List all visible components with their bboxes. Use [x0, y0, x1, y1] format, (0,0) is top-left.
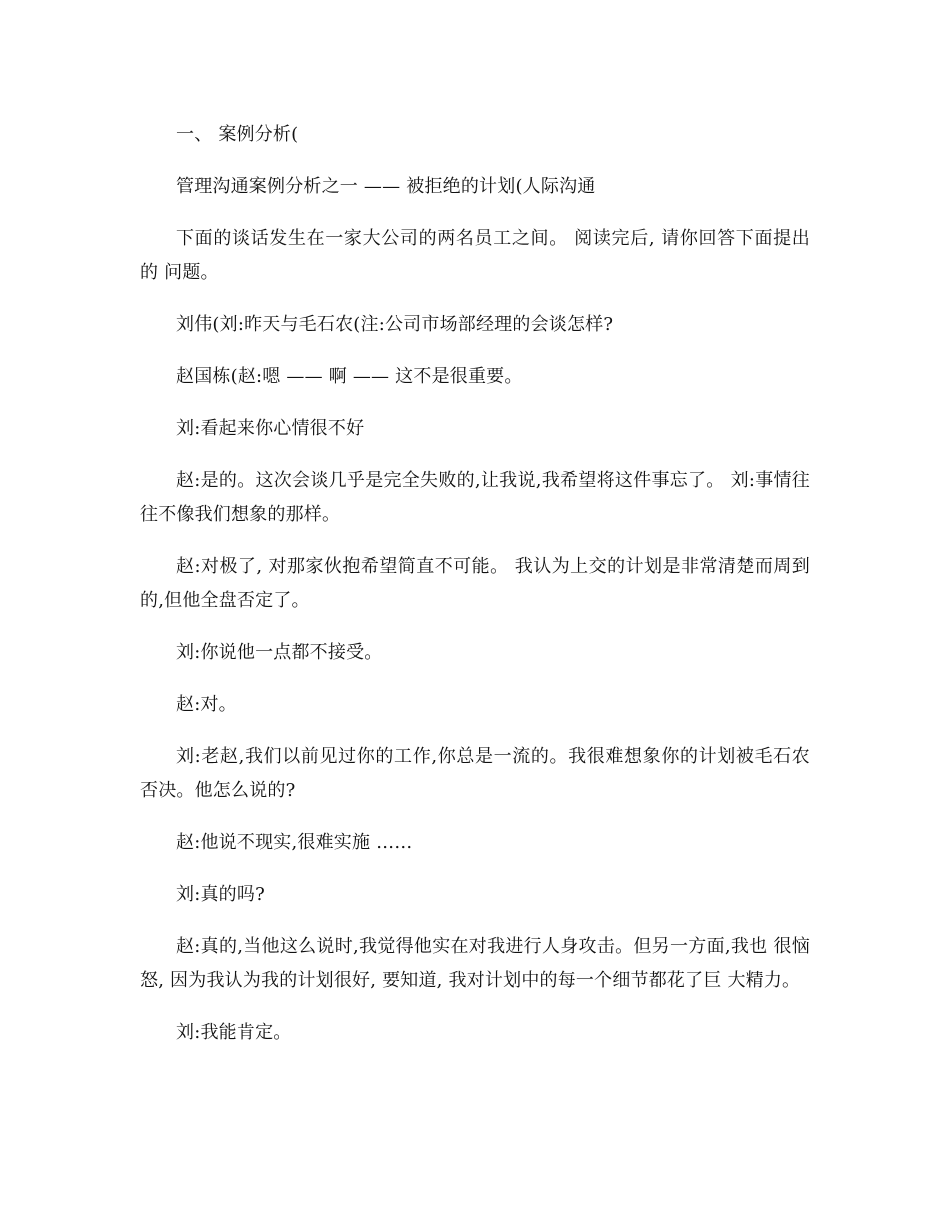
intro-paragraph: 下面的谈话发生在一家大公司的两名员工之间。 阅读完后, 请你回答下面提出的 问题。 [140, 228, 810, 283]
dialogue-line: 刘伟(刘:昨天与毛石农(注:公司市场部经理的会谈怎样? [176, 314, 614, 335]
dialogue-line: 刘:我能肯定。 [176, 1022, 292, 1043]
dialogue-line: 赵:对。 [176, 694, 237, 715]
document-body [140, 118, 810, 1068]
dialogue-line: 刘:看起来你心情很不好 [176, 418, 365, 439]
dialogue-line: 赵:真的,当他这么说时,我觉得他实在对我进行人身攻击。但另一方面,我也 很恼怒, 因为我认为我的计划很好, 要知道, 我对计划中的每一个细节都花了巨 大精力。 [140, 936, 810, 991]
section-heading: 一、 案例分析( [176, 124, 299, 145]
dialogue-line: 刘:老赵,我们以前见过你的工作,你总是一流的。我很难想象你的计划被毛石农否决。他怎么说的? [140, 746, 810, 801]
dialogue-line: 刘:你说他一点都不接受。 [176, 642, 383, 663]
dialogue-line: 刘:真的吗? [176, 884, 265, 905]
dialogue-line: 赵:是的。这次会谈几乎是完全失败的,让我说,我希望将这件事忘了。 刘:事情往往不像我们想象的那样。 [140, 470, 810, 525]
dialogue-line: 赵:对极了, 对那家伙抱希望简直不可能。 我认为上交的计划是非常清楚而周到 的,但他全盘否定了。 [140, 556, 810, 611]
dialogue-line: 赵:他说不现实,很难实施 …… [176, 832, 413, 853]
dialogue-line: 赵国栋(赵:嗯 —— 啊 —— 这不是很重要。 [176, 366, 523, 387]
case-title: 管理沟通案例分析之一 —— 被拒绝的计划(人际沟通 [176, 176, 596, 197]
